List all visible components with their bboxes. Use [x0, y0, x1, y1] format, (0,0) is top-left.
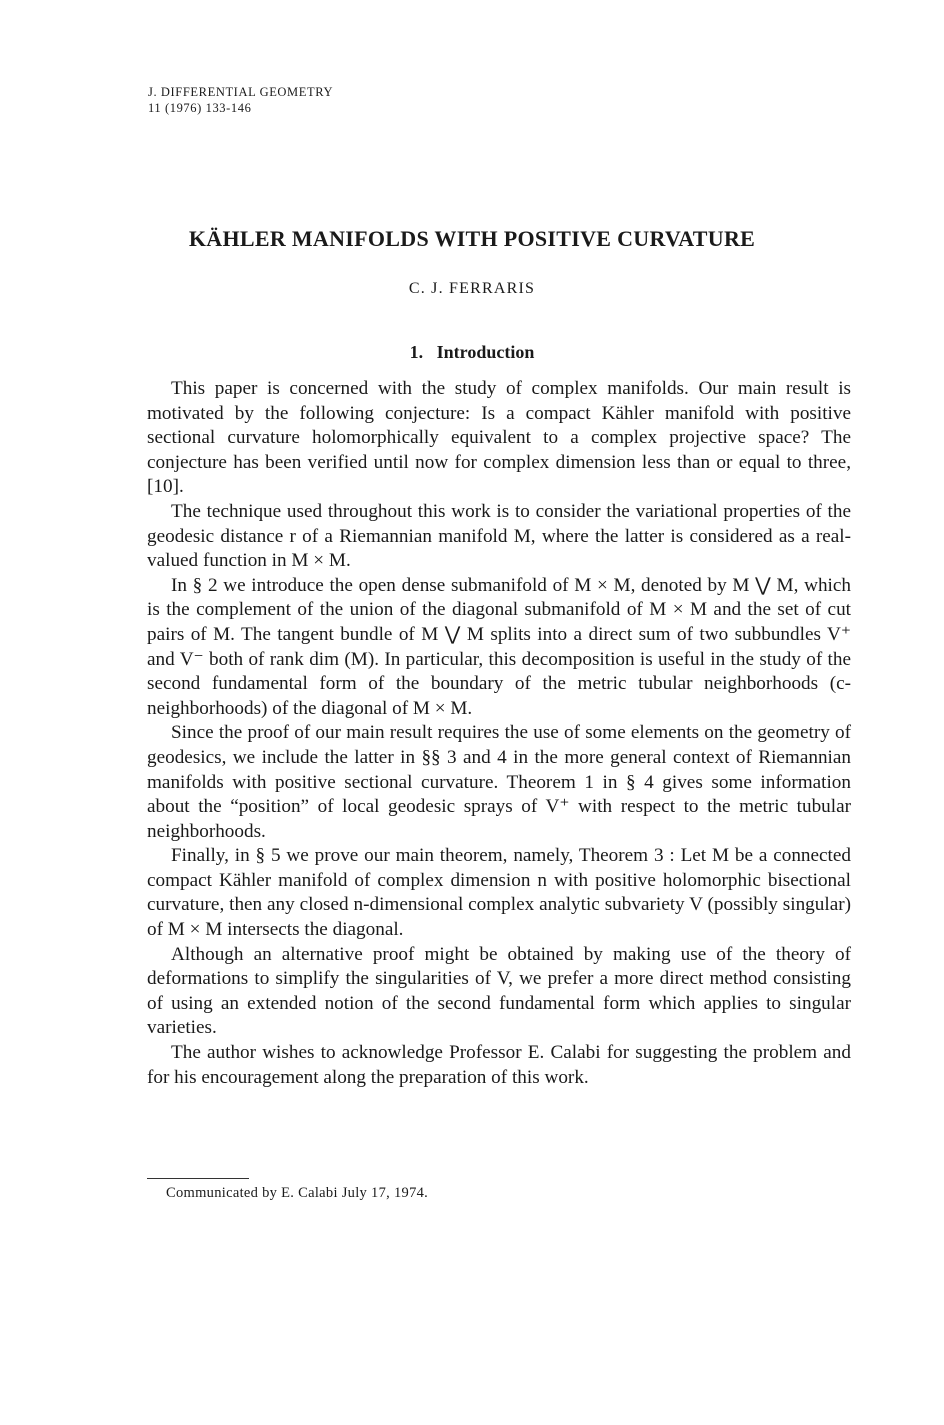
paragraph: The author wishes to acknowledge Professor E. Calabi for suggesting the problem and for his encouragement along the preparation of this work. — [147, 1042, 851, 1088]
paper-author: C. J. FERRARIS — [408, 280, 536, 297]
footnote: Communicated by E. Calabi July 17, 1974. — [166, 1185, 429, 1201]
paragraph: The technique used throughout this work is to consider the variational properties of the geodesic distance r of a Riemannian manifold M, where the latter is considered as a real-valued function in M × M. — [147, 500, 851, 572]
paragraph: Since the proof of our main result requires the use of some elements on the geometry of geodesics, we include the latter in §§ 3 and 4 in the more general context of Riemannian manifolds with positive sectional curvature. Theorem 1 in § 4 gives some information about the “position” of local geodesic sprays of V⁺ with respect to the metric tubular neighborhoods. — [147, 722, 851, 842]
paragraph: Although an alternative proof might be obtained by making use of the theory of deformations to simplify the singularities of V, we prefer a more direct method consisting of using an extended notion of the second fundamental form which applies to singular varieties. — [147, 943, 851, 1039]
paragraph: In § 2 we introduce the open dense submanifold of M × M, denoted by M ⋁ M, which is the complement of the union of the diagonal submanifold of M × M and the set of cut pairs of M. The tangent bundle of M ⋁ M splits into a direct sum of two subbundles V⁺ and V⁻ both of rank dim (M). In particular, this decomposition is useful in the study of the second fundamental form of the boundary of the metric tubular neighborhoods (c-neighborhoods) of the diagonal of M × M. — [147, 574, 851, 719]
journal-citation: 11 (1976) 133-146 — [148, 101, 252, 115]
section-heading: 1. Introduction — [409, 342, 535, 362]
footnote-rule — [147, 1178, 249, 1179]
journal-header — [148, 84, 333, 116]
paper-title: KÄHLER MANIFOLDS WITH POSITIVE CURVATURE — [188, 226, 756, 251]
journal-name: J. DIFFERENTIAL GEOMETRY — [148, 85, 334, 99]
paragraph: This paper is concerned with the study of complex manifolds. Our main result is motivated by the following conjecture: Is a compact Kähler manifold with positive sectional curvature holomorphically equivalent to a complex projective space? The conjecture has been verified until now for complex dimension less than or equal to three, [10]. — [147, 378, 851, 498]
body-text — [147, 377, 851, 1090]
paragraph: Finally, in § 5 we prove our main theorem, namely, Theorem 3 : Let M be a connected compact Kähler manifold of complex dimension n with positive holomorphic bisectional curvature, then any closed n-dimensional complex analytic subvariety V (possibly singular) of M × M intersects the diagonal. — [147, 845, 851, 941]
